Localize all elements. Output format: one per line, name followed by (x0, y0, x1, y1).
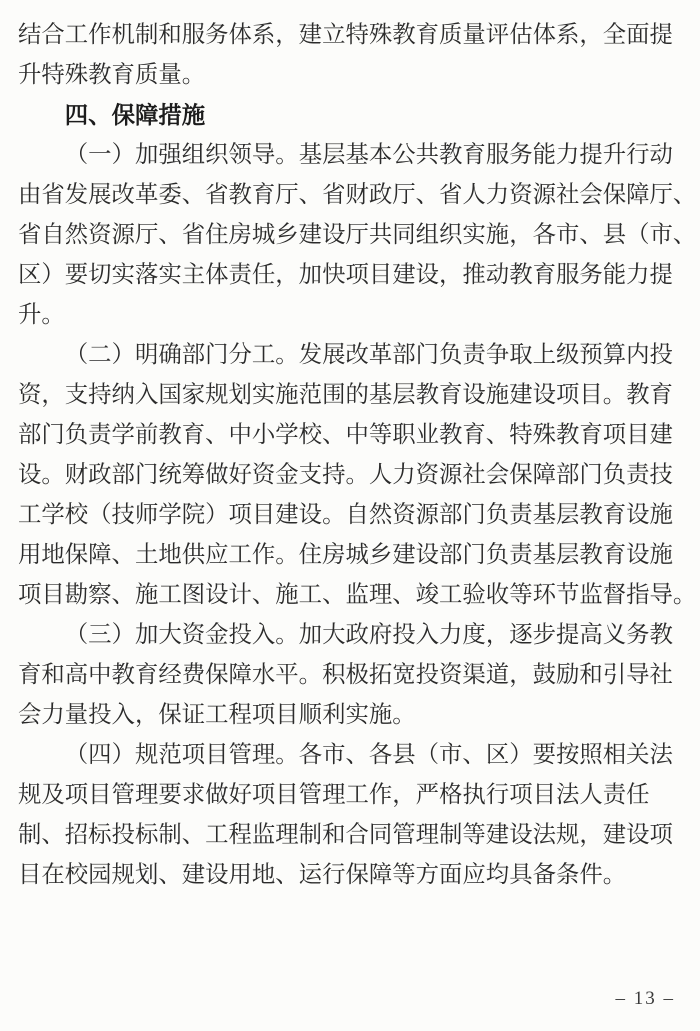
text-line: 升。 (18, 302, 65, 328)
text-line: 育和高中教育经费保障水平。积极拓宽投资渠道，鼓励和引导社 (18, 662, 673, 688)
text-line: 省自然资源厅、省住房城乡建设厅共同组织实施，各市、县（市、 (18, 222, 697, 248)
document-body (18, 15, 697, 895)
section-heading: 四、保障措施 (64, 102, 206, 128)
text-line: 设。财政部门统筹做好资金支持。人力资源社会保障部门负责技 (18, 462, 673, 488)
page-number: – 13 – (615, 988, 675, 1009)
text-line: 会力量投入，保证工程项目顺利实施。 (18, 702, 416, 728)
text-line: （三）加大资金投入。加大政府投入力度，逐步提高义务教 (64, 622, 673, 648)
text-line: 结合工作机制和服务体系，建立特殊教育质量评估体系，全面提 (18, 22, 673, 48)
text-line: 用地保障、土地供应工作。住房城乡建设部门负责基层教育设施 (18, 542, 673, 568)
text-line: 升特殊教育质量。 (18, 62, 206, 88)
text-line: （四）规范项目管理。各市、各县（市、区）要按照相关法 (64, 742, 673, 768)
text-line: 资，支持纳入国家规划实施范围的基层教育设施建设项目。教育 (18, 382, 673, 408)
text-line: 规及项目管理要求做好项目管理工作，严格执行项目法人责任 (18, 782, 650, 808)
text-line: 区）要切实落实主体责任，加快项目建设，推动教育服务能力提 (18, 262, 673, 288)
text-line: （二）明确部门分工。发展改革部门负责争取上级预算内投 (64, 342, 673, 368)
text-line: 目在校园规划、建设用地、运行保障等方面应均具备条件。 (18, 862, 627, 888)
text-line: 部门负责学前教育、中小学校、中等职业教育、特殊教育项目建 (18, 422, 673, 448)
text-line: （一）加强组织领导。基层基本公共教育服务能力提升行动 (64, 142, 673, 168)
text-line: 项目勘察、施工图设计、施工、监理、竣工验收等环节监督指导。 (18, 582, 697, 608)
text-line: 制、招标投标制、工程监理制和合同管理制等建设法规，建设项 (18, 822, 673, 848)
text-line: 由省发展改革委、省教育厅、省财政厅、省人力资源社会保障厅、 (18, 182, 697, 208)
text-line: 工学校（技师学院）项目建设。自然资源部门负责基层教育设施 (18, 502, 673, 528)
